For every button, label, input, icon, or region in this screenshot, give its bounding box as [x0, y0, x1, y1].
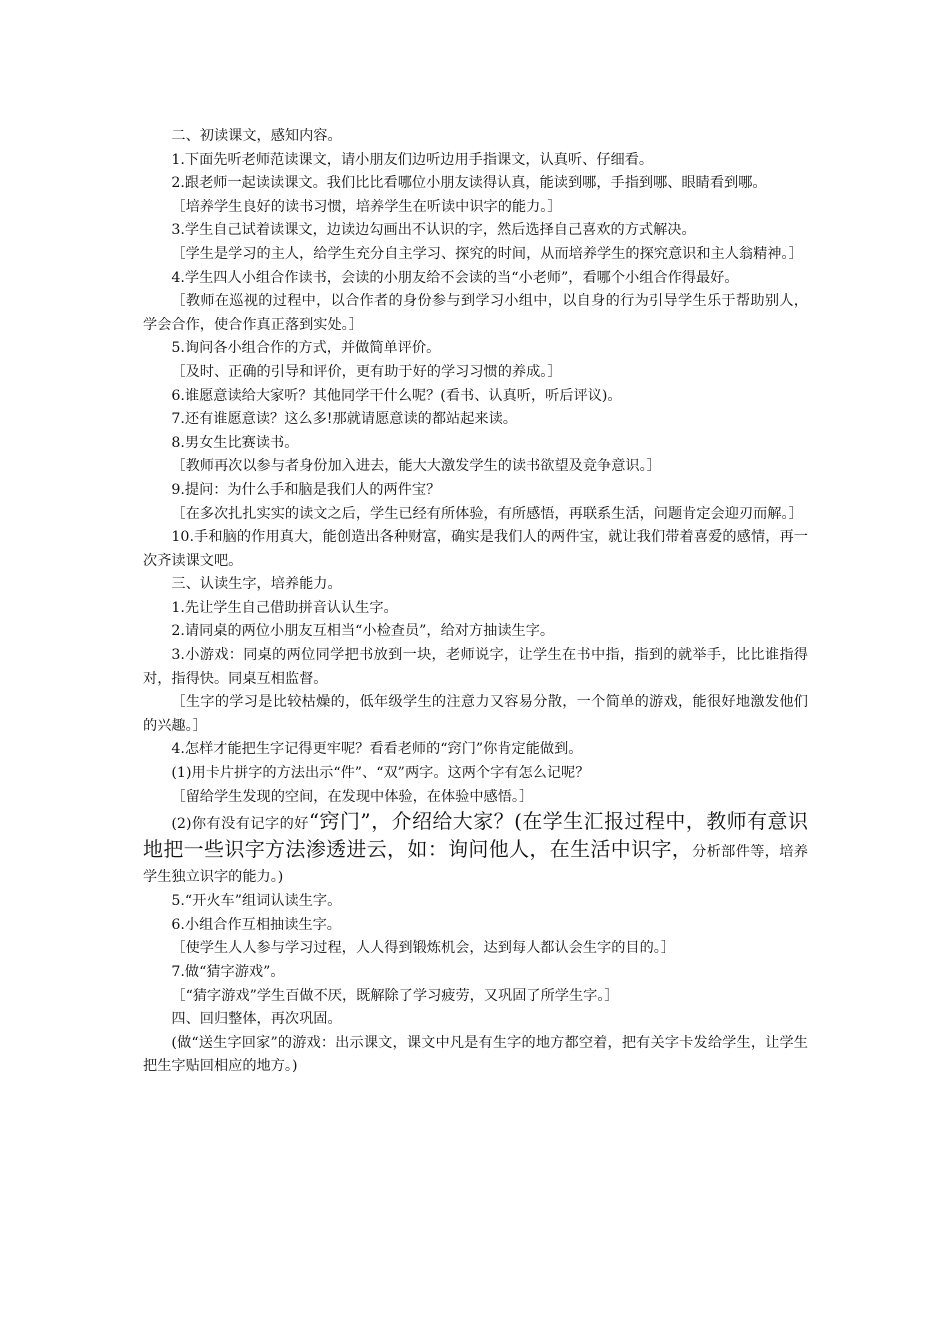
paragraph: 7.做“猜字游戏”。 [171, 964, 285, 980]
paragraph: 4.怎样才能把生字记得更牢呢？看看老师的“窍门”你肯定能做到。 [171, 741, 583, 758]
paragraph-note: ［在多次扎扎实实的读文之后，学生已经有所体验，有所感悟，再联系生活，问题肯定会迎刃而解。］ [171, 505, 803, 522]
paragraph-note: ［“猜字游戏”学生百做不厌，既解除了学习疲劳，又巩固了所学生字。］ [171, 987, 619, 1004]
paragraph: 3.学生自己试着读课文，边读边勾画出不认识的字，然后选择自己喜欢的方式解决。 [171, 222, 696, 239]
mixed-big-text: “窍门”，介绍给大家？(在学生汇报过程中，教师有意识地把一些识字方法渗透进云，如：询问他人，在生活中识字， [143, 809, 808, 862]
paragraph: 1.下面先听老师范读课文，请小朋友们边听边用手指课文，认真听、仔细看。 [171, 151, 654, 168]
paragraph: 9.提问：为什么手和脑是我们人的两件宝？ [171, 481, 441, 498]
paragraph-note: ［教师再次以参与者身份加入进去，能大大激发学生的读书欲望及竞争意识。］ [171, 458, 661, 475]
paragraph-note: ［留给学生发现的空间，在发现中体验，在体验中感悟。］ [171, 788, 534, 805]
paragraph: 6.谁愿意读给大家听？其他同学干什么呢？(看书、认真听，听后评议)。 [171, 387, 622, 404]
paragraph: 5.“开火车”组词认读生字。 [171, 893, 342, 910]
mixed-size-paragraph [143, 809, 808, 890]
paragraph: 3.小游戏：同桌的两位同学把书放到一块，老师说字，让学生在书中指，指到的就举手，比比谁指得对，指得快。同桌互相监督。 [143, 647, 808, 687]
section-heading-4: 四、回归整体，再次巩固。 [171, 1011, 342, 1028]
document-body [143, 125, 808, 1079]
paragraph-note: ［生字的学习是比较枯燥的，低年级学生的注意力又容易分散，一个简单的游戏，能很好地激发他们的兴趣。］ [143, 694, 808, 734]
section-heading-3: 三、认读生字，培养能力。 [171, 576, 342, 593]
paragraph: 1.先让学生自己借助拼音认认生字。 [171, 599, 398, 616]
mixed-small-end: 分析部件等，培养学生独立识字的能力。) [143, 844, 808, 886]
paragraph: 5.询问各小组合作的方式，并做简单评价。 [171, 340, 441, 357]
paragraph: 6.小组合作互相抽读生字。 [171, 916, 341, 933]
paragraph-note: ［学生是学习的主人，给学生充分自主学习、探究的时间，从而培养学生的探究意识和主人翁精神。］ [171, 245, 803, 262]
paragraph: 7.还有谁愿意读？这么多!那就请愿意读的都站起来读。 [171, 411, 517, 428]
paragraph: 4.学生四人小组合作读书，会读的小朋友给不会读的当“小老师”，看哪个小组合作得最好。 [171, 269, 739, 286]
paragraph: (1)用卡片拼字的方法出示“件”、“双”两字。这两个字有怎么记呢？ [171, 765, 590, 782]
paragraph-note: ［使学生人人参与学习过程，人人得到锻炼机会，达到每人都认会生字的目的。］ [171, 940, 676, 957]
paragraph: 2.跟老师一起读读课文。我们比比看哪位小朋友读得认真，能读到哪，手指到哪、眼睛看到哪。 [171, 175, 767, 192]
paragraph: 8.男女生比赛读书。 [171, 434, 299, 451]
section-heading-2: 二、初读课文，感知内容。 [171, 128, 342, 144]
paragraph: 2.请同桌的两位小朋友互相当“小检查员”，给对方抽读生字。 [171, 623, 555, 640]
paragraph-note: ［培养学生良好的读书习惯，培养学生在听读中识字的能力。］ [171, 198, 562, 215]
mixed-small-start: (2)你有没有记字的好 [171, 816, 309, 833]
paragraph-note: ［及时、正确的引导和评价，更有助于好的学习习惯的养成。］ [171, 363, 562, 380]
paragraph-note: ［教师在巡视的过程中，以合作者的身份参与到学习小组中，以自身的行为引导学生乐于帮助别人，学会合作，使合作真正落到实处。］ [143, 293, 808, 333]
paragraph: (做“送生字回家”的游戏：出示课文，课文中凡是有生字的地方都空着，把有关字卡发给学生，让学生把生字贴回相应的地方。) [143, 1034, 808, 1075]
paragraph: 10.手和脑的作用真大，能创造出各种财富，确实是我们人的两件宝，就让我们带着喜爱的感情，再一次齐读课文吧。 [143, 529, 808, 569]
